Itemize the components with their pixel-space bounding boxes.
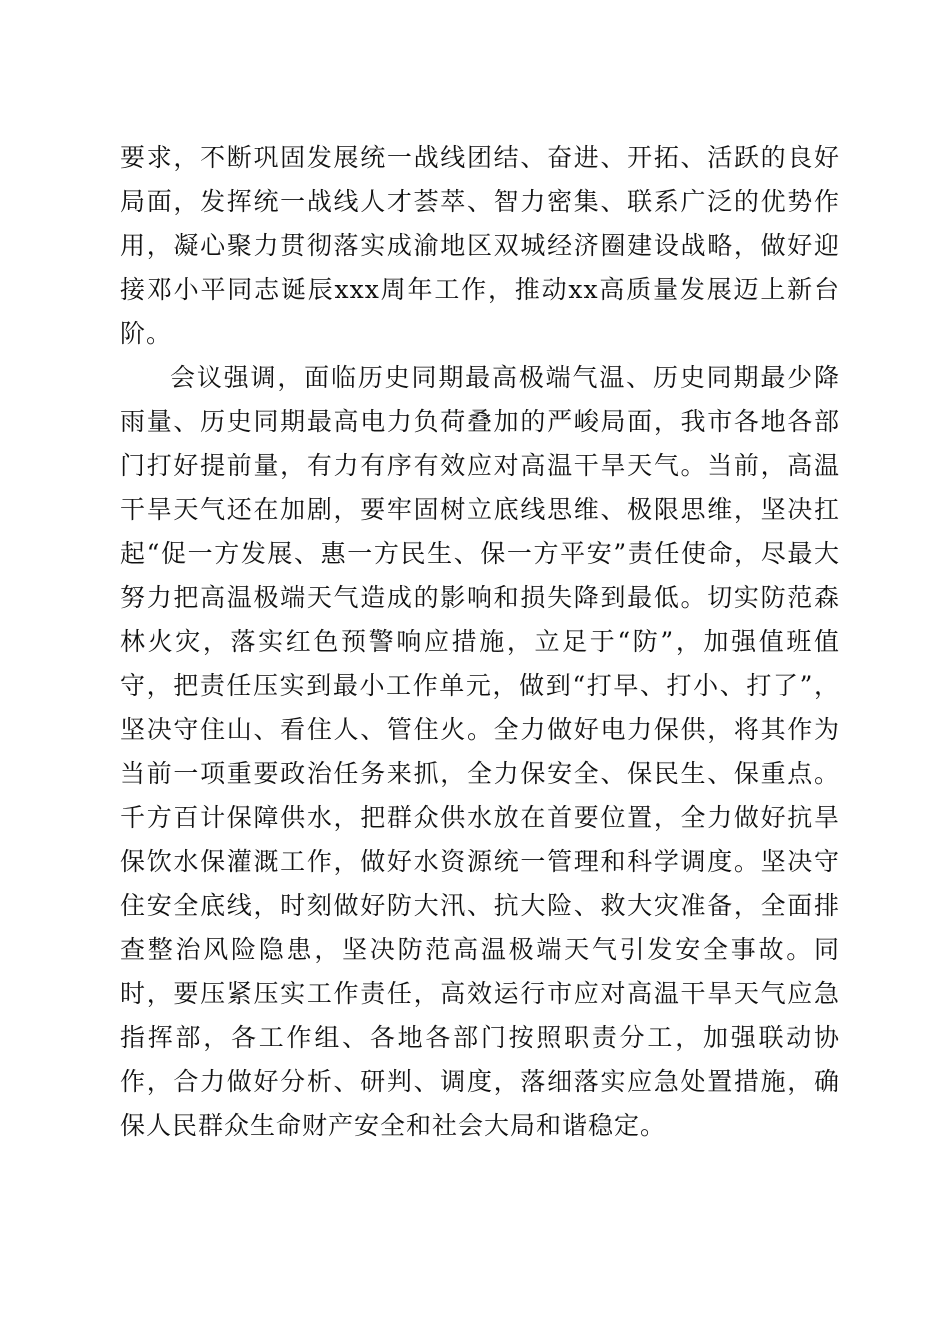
document-body <box>120 136 840 1148</box>
paragraph-meeting-emphasis: 会议强调，面临历史同期最高极端气温、历史同期最少降雨量、历史同期最高电力负荷叠加的严峻局面，我市各地各部门打好提前量，有力有序有效应对高温干旱天气。当前，高温干旱天气还在加剧，要牢固树立底线思维、极限思维，坚决扛起“促一方发展、惠一方民生、保一方平安”责任使命，尽最大努力把高温极端天气造成的影响和损失降到最低。切实防范森林火灾，落实红色预警响应措施，立足于“防”，加强值班值守，把责任压实到最小工作单元，做到“打早、打小、打了”，坚决守住山、看住人、管住火。全力做好电力保供，将其作为当前一项重要政治任务来抓，全力保安全、保民生、保重点。千方百计保障供水，把群众供水放在首要位置，全力做好抗旱保饮水保灌溉工作，做好水资源统一管理和科学调度。坚决守住安全底线，时刻做好防大汛、抗大险、救大灾准备，全面排查整治风险隐患，坚决防范高温极端天气引发安全事故。同时，要压紧压实工作责任，高效运行市应对高温干旱天气应急指挥部，各工作组、各地各部门按照职责分工，加强联动协作，合力做好分析、研判、调度，落细落实应急处置措施，确保人民群众生命财产安全和社会大局和谐稳定。 <box>120 363 840 1140</box>
paragraph-continuation: 要求，不断巩固发展统一战线团结、奋进、开拓、活跃的良好局面，发挥统一战线人才荟萃、智力密集、联系广泛的优势作用，凝心聚力贯彻落实成渝地区双城经济圈建设战略，做好迎接邓小平同志诞辰xxx周年工作，推动xx高质量发展迈上新台阶。 <box>120 143 840 348</box>
